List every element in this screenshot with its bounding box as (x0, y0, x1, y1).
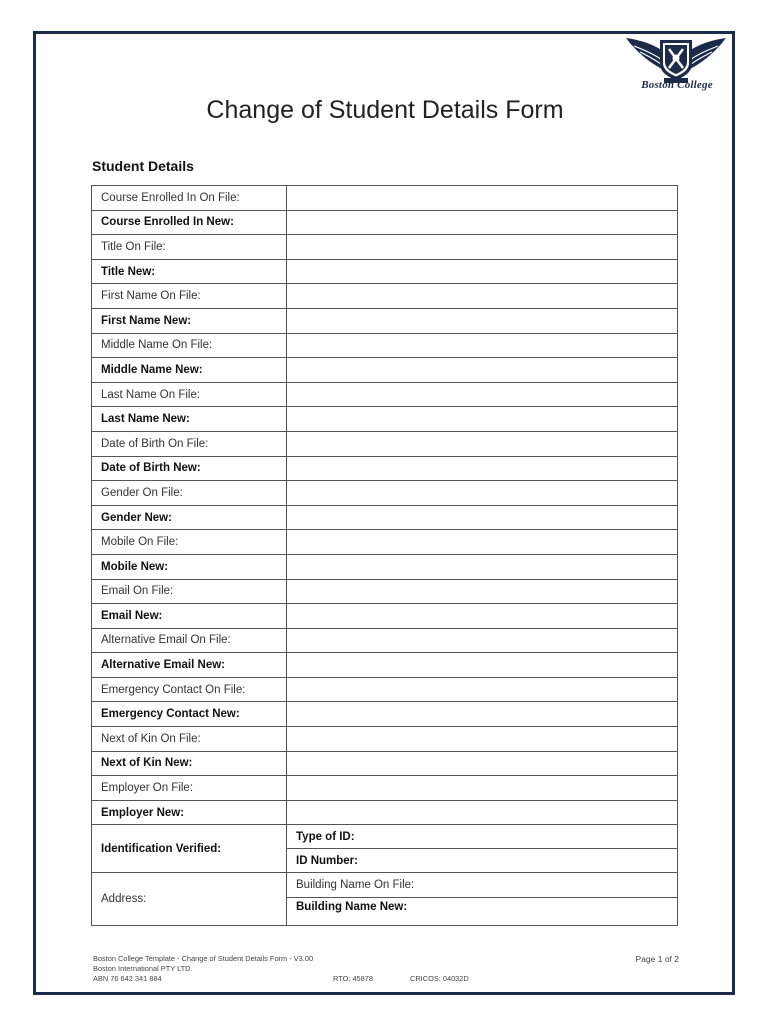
form-row (92, 530, 678, 555)
row-label: Course Enrolled In On File: (92, 186, 287, 211)
form-row (92, 481, 678, 506)
form-row (92, 653, 678, 678)
row-label: Employer New: (92, 800, 287, 825)
row-value-field[interactable] (287, 210, 678, 235)
row-value-field[interactable] (287, 579, 678, 604)
form-row (92, 579, 678, 604)
form-row (92, 259, 678, 284)
row-label: First Name New: (92, 308, 287, 333)
form-row (92, 702, 678, 727)
row-label: Email On File: (92, 579, 287, 604)
page-number: Page 1 of 2 (635, 954, 679, 964)
form-row (92, 407, 678, 432)
row-value-field[interactable] (287, 800, 678, 825)
form-row (92, 677, 678, 702)
row-value-field[interactable] (287, 308, 678, 333)
footer (93, 954, 679, 984)
form-row (92, 776, 678, 801)
section-title: Student Details (92, 158, 194, 174)
building-name-new-field[interactable]: Building Name New: (287, 898, 678, 926)
form-row (92, 604, 678, 629)
page-title: Change of Student Details Form (206, 96, 564, 124)
row-label: Course Enrolled In New: (92, 210, 287, 235)
row-label: Mobile On File: (92, 530, 287, 555)
logo-wordmark: Boston College (641, 79, 713, 91)
form-row (92, 358, 678, 383)
row-value-field[interactable] (287, 776, 678, 801)
form-row (92, 800, 678, 825)
form-row (92, 505, 678, 530)
row-label: First Name On File: (92, 284, 287, 309)
building-name-on-file-field[interactable]: Building Name On File: (287, 873, 678, 898)
student-details-table (91, 185, 678, 926)
row-value-field[interactable] (287, 481, 678, 506)
row-value-field[interactable] (287, 284, 678, 309)
footer-abn: ABN 76 642 341 884 (93, 974, 162, 983)
row-value-field[interactable] (287, 382, 678, 407)
row-label: Employer On File: (92, 776, 287, 801)
footer-rto: RTO: 45878 (333, 974, 373, 983)
row-value-field[interactable] (287, 407, 678, 432)
row-label: Emergency Contact On File: (92, 677, 287, 702)
type-of-id-field[interactable]: Type of ID: (287, 825, 678, 849)
form-row (92, 456, 678, 481)
row-label: Middle Name On File: (92, 333, 287, 358)
footer-template: Boston College Template - Change of Student Details Form - V3.00 (93, 954, 314, 963)
row-label: Mobile New: (92, 554, 287, 579)
row-label: Alternative Email On File: (92, 628, 287, 653)
row-label: Alternative Email New: (92, 653, 287, 678)
row-value-field[interactable] (287, 604, 678, 629)
identification-label: Identification Verified: (92, 825, 287, 873)
row-value-field[interactable] (287, 727, 678, 752)
form-row (92, 628, 678, 653)
form-row (92, 235, 678, 260)
row-label: Emergency Contact New: (92, 702, 287, 727)
identification-row (92, 825, 678, 849)
form-row (92, 284, 678, 309)
address-label: Address: (92, 873, 287, 926)
form-row (92, 333, 678, 358)
row-value-field[interactable] (287, 677, 678, 702)
row-label: Title New: (92, 259, 287, 284)
row-value-field[interactable] (287, 653, 678, 678)
row-value-field[interactable] (287, 530, 678, 555)
row-value-field[interactable] (287, 333, 678, 358)
row-label: Email New: (92, 604, 287, 629)
row-label: Title On File: (92, 235, 287, 260)
form-row (92, 751, 678, 776)
form-row (92, 210, 678, 235)
row-label: Date of Birth New: (92, 456, 287, 481)
row-label: Next of Kin New: (92, 751, 287, 776)
row-value-field[interactable] (287, 628, 678, 653)
row-value-field[interactable] (287, 235, 678, 260)
row-value-field[interactable] (287, 456, 678, 481)
row-value-field[interactable] (287, 186, 678, 211)
form-row (92, 554, 678, 579)
row-label: Last Name New: (92, 407, 287, 432)
row-label: Next of Kin On File: (92, 727, 287, 752)
row-label: Date of Birth On File: (92, 431, 287, 456)
row-label: Middle Name New: (92, 358, 287, 383)
row-value-field[interactable] (287, 431, 678, 456)
row-label: Gender New: (92, 505, 287, 530)
row-value-field[interactable] (287, 554, 678, 579)
row-value-field[interactable] (287, 702, 678, 727)
footer-company: Boston International PTY LTD. (93, 964, 193, 973)
row-value-field[interactable] (287, 505, 678, 530)
id-number-field[interactable]: ID Number: (287, 849, 678, 873)
form-row (92, 382, 678, 407)
row-label: Gender On File: (92, 481, 287, 506)
row-value-field[interactable] (287, 358, 678, 383)
form-row (92, 727, 678, 752)
address-row (92, 873, 678, 898)
footer-cricos: CRICOS: 04032D (410, 974, 469, 983)
form-row (92, 431, 678, 456)
row-value-field[interactable] (287, 259, 678, 284)
form-row (92, 186, 678, 211)
row-label: Last Name On File: (92, 382, 287, 407)
form-row (92, 308, 678, 333)
row-value-field[interactable] (287, 751, 678, 776)
